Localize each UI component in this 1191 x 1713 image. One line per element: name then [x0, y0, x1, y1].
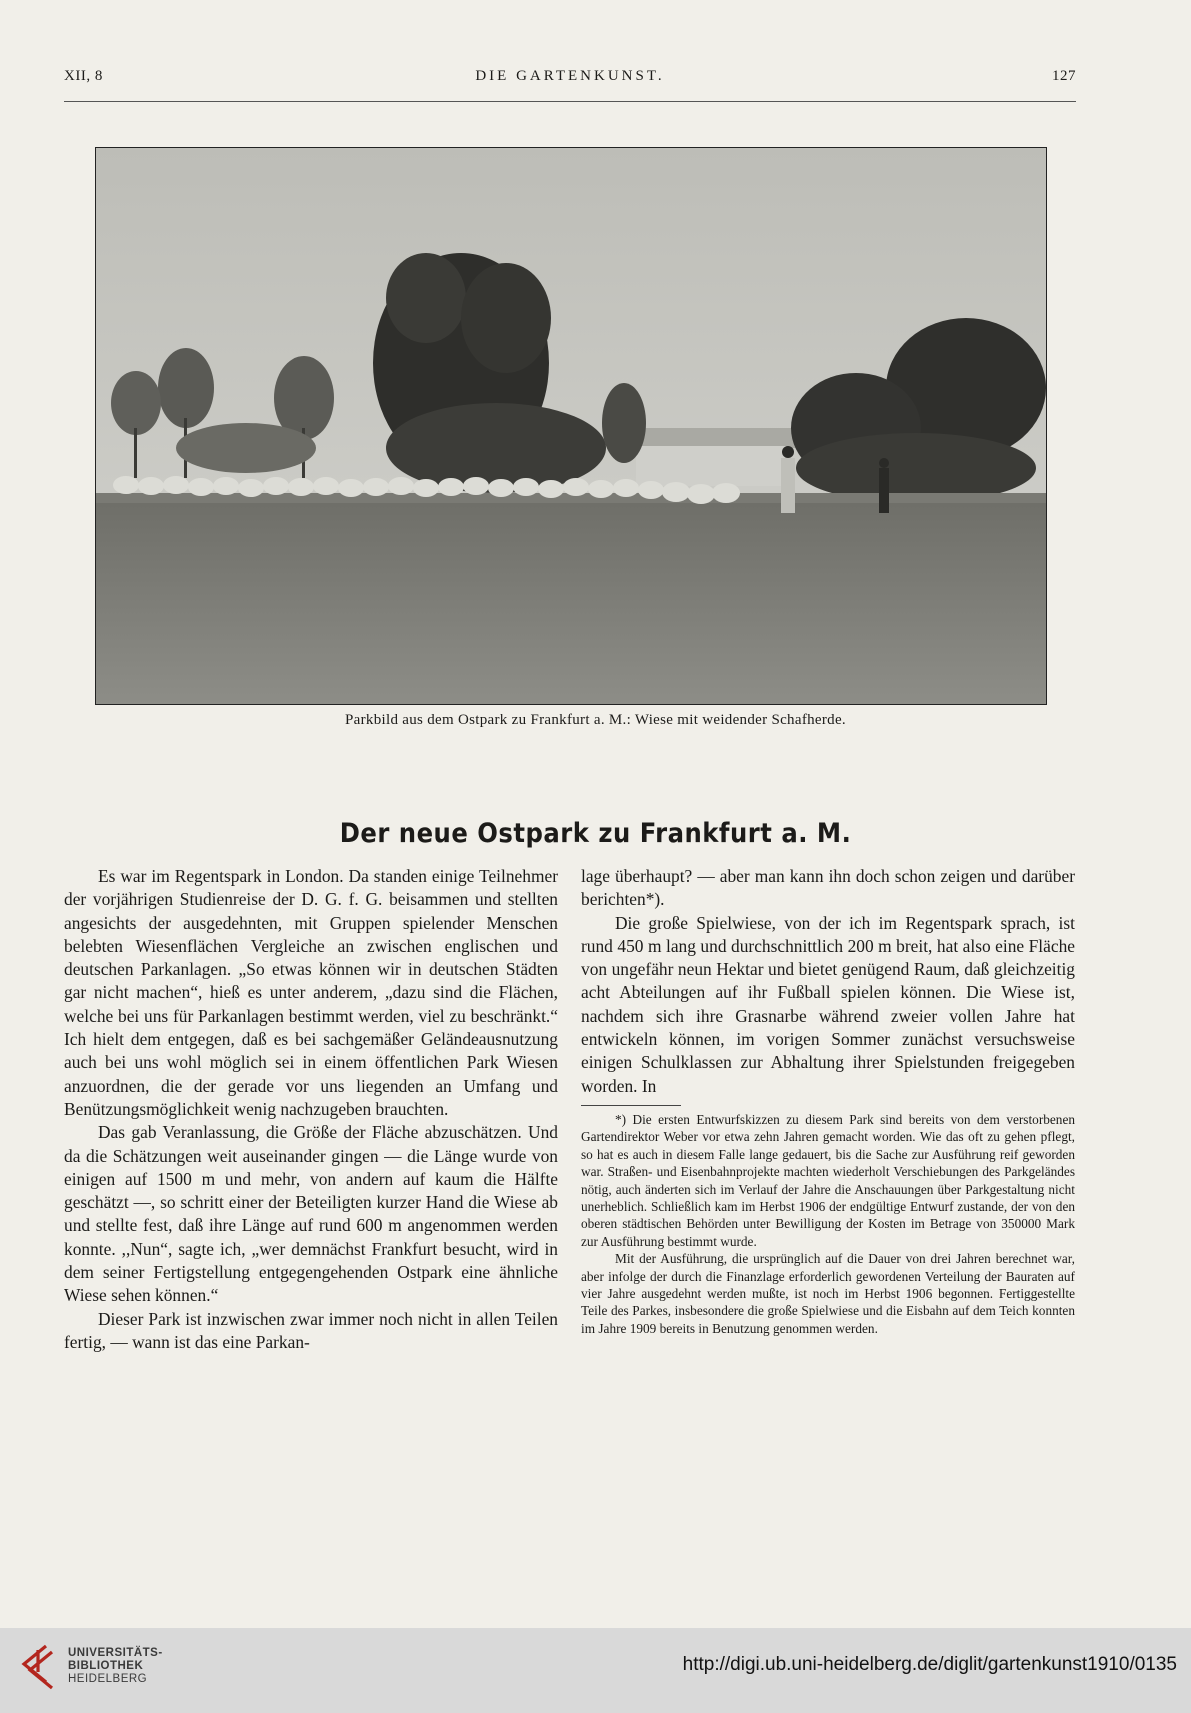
figure-caption: Parkbild aus dem Ostpark zu Frankfurt a. M.: Wiese mit weidender Schafherde.: [345, 712, 846, 728]
footnote-paragraph: *) Die ersten Entwurfskizzen zu diesem Park sind bereits von dem verstorbenen Gartendirektor Weber vor etwa zehn Jahren gemacht worden. Wie das oft zu gehen pflegt, so hat es auch in diesem Falle lange gedauert, bis die Sache zur Ausführung reif geworden war. Straßen- und Eisenbahnprojekte machten wiederholt Verschiebungen des Parkgeländes nötig, auch änderten sich im Verlauf der Jahre die Anschauungen über Parkgestaltung nicht unerheblich. Schließlich kam im Herbst 1906 der endgültige Entwurf zustande, der von den oberen städtischen Behörden unter Bewilligung der Kosten im Betrage von 350000 Mark zur Ausführung bestimmt wurde.: [581, 1111, 1075, 1249]
library-name-line: BIBLIOTHEK: [68, 1660, 144, 1672]
paragraph: Dieser Park ist inzwischen zwar immer noch nicht in allen Teilen fertig, — wann ist das eine Parkan-: [64, 1308, 558, 1352]
footnote-paragraph: Mit der Ausführung, die ursprünglich auf die Dauer von drei Jahren berechnet war, aber infolge der durch die Finanzlage erforderlich gewordenen Verteilung der Bauraten auf vier Jahre ausgedehnt werden mußte, ist noch im Herbst 1906 begonnen. Fertiggestellte Teile des Parkes, insbesondere die große Spielwiese und die Eisbahn auf dem Teich konnten im Jahre 1909 bereits in Benutzung genommen werden.: [581, 1251, 1075, 1336]
text-column-left: [64, 865, 558, 1354]
page-number: 127: [1052, 68, 1076, 84]
volume-issue: XII, 8: [64, 68, 103, 84]
paragraph: Das gab Veranlassung, die Größe der Fläche abzuschätzen. Und da die Schätzungen weit auseinander gingen — die Länge wurde von einigen auf 1500 m und mehr, von andern auf kaum die Hälfte geschätzt —, so schritt einer der Beteiligten kurzer Hand die Wiese ab und stellte fest, daß ihre Länge auf rund 600 m angenommen werden konnte. ,,Nun“, sagte ich, „wer demnächst Frankfurt besucht, wird in dem seiner Fertigstellung entgegengehenden Ostpark eine ähnliche Wiese sehen können.“: [64, 1122, 558, 1306]
header-rule: [64, 101, 1076, 102]
text-column-right: [581, 865, 1075, 1337]
library-name-line: HEIDELBERG: [68, 1673, 148, 1685]
paragraph: Die große Spielwiese, von der ich im Regentspark sprach, ist rund 450 m lang und durchschnittlich 200 m breit, hat also eine Fläche von ungefähr neun Hektar und bietet genügend Raum, daß gleichzeitig acht Abteilungen auf ihr Fußball spielen können. Die Wiese ist, nachdem sich ihre Grasnarbe während zweier vollen Jahre hat entwickeln können, im vorigen Sommer zunächst versuchsweise einigen Schulklassen zur Abhaltung ihrer Spielstunden freigegeben worden. In: [581, 912, 1075, 1096]
library-footer: [0, 1628, 1191, 1713]
permalink-url[interactable]: http://digi.ub.uni-heidelberg.de/diglit/gartenkunst1910/0135: [682, 1654, 1177, 1675]
footnote: [581, 1111, 1075, 1337]
journal-title: DIE GARTENKUNST.: [475, 68, 665, 84]
paragraph: lage überhaupt? — aber man kann ihn doch schon zeigen und darüber berichten*).: [581, 866, 1075, 910]
library-logo-icon: [16, 1642, 60, 1692]
footnote-rule: [581, 1105, 681, 1106]
paragraph: Es war im Regentspark in London. Da standen einige Teilnehmer der vorjährigen Studienreise der D. G. f. G. beisammen und stellten angesichts der ausgedehnten, mit Gruppen spielender Menschen belebten Wiesenflächen Vergleiche an zwischen englischen und deutschen Parkanlagen. „So etwas können wir in deutschen Städten gar nicht machen“, hieß es unter anderem, „dazu sind die Flächen, welche bei uns für Parkanlagen bestimmt werden, viel zu beschränkt.“ Ich hielt dem entgegen, daß es bei sachgemäßer Geländeausnutzung auch bei uns wohl möglich sei in einem öffentlichen Park Wiesen anzuordnen, die der gerade vor uns liegenden an Umfang und Benützungsmöglichkeit wenig nachzugeben brauchten.: [64, 866, 558, 1119]
library-name: [68, 1647, 163, 1686]
running-head: [64, 68, 1076, 90]
library-name-line: UNIVERSITÄTS-: [68, 1647, 163, 1659]
park-photograph: [95, 147, 1047, 705]
article-title: Der neue Ostpark zu Frankfurt a. M.: [339, 818, 852, 849]
